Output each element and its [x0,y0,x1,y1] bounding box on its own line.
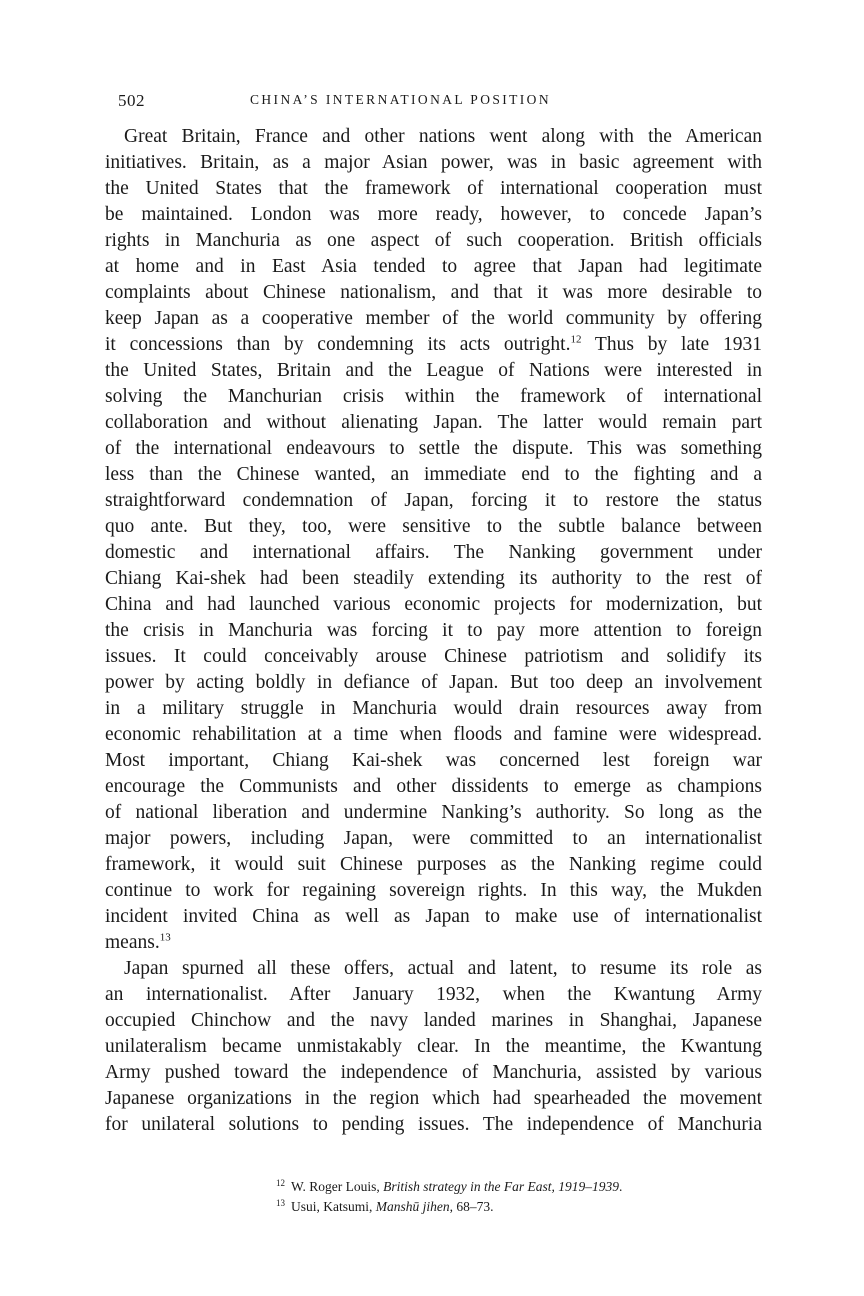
text-line: continue to work for regaining sovereign rights. In this way, the Mukden [105,880,762,901]
text-line: of the international endeavours to settle the dispute. This was something [105,438,762,459]
text-line: in a military struggle in Manchuria would drain resources away from [105,698,762,719]
text-line: for unilateral solutions to pending issues. The independence of Manchuria [105,1114,762,1135]
running-title: CHINA’S INTERNATIONAL POSITION [250,92,551,107]
footnote-ref-12[interactable]: 12 [570,333,582,346]
text-line: Japan spurned all these offers, actual and latent, to resume its role as [124,958,762,979]
text-line: Chiang Kai-shek had been steadily extending its authority to the rest of [105,568,762,589]
running-head [118,91,768,115]
text-line: the crisis in Manchuria was forcing it to pay more attention to foreign [105,620,762,641]
text-line: be maintained. London was more ready, however, to concede Japan’s [105,204,762,225]
footnote-author: Usui, Katsumi, [291,1199,373,1214]
body-text [105,124,762,1138]
line-segment: means. [105,932,160,953]
text-line: complaints about Chinese nationalism, and that it was more desirable to [105,282,762,303]
text-line: Great Britain, France and other nations went along with the American [124,126,762,147]
text-line [105,930,762,956]
text-line: power by acting boldly in defiance of Japan. But too deep an involvement [105,672,762,693]
footnote-author: W. Roger Louis, [291,1179,380,1194]
text-line: domestic and international affairs. The Nanking government under [105,542,762,563]
text-line: economic rehabilitation at a time when floods and famine were widespread. [105,724,762,745]
text-line: the United States, Britain and the League of Nations were interested in [105,360,762,381]
footnote-12 [276,1177,756,1197]
text-line: rights in Manchuria as one aspect of such cooperation. British officials [105,230,762,251]
page-number: 502 [118,91,145,110]
text-line: quo ante. But they, too, were sensitive to the subtle balance between [105,516,762,537]
text-line: Army pushed toward the independence of Manchuria, assisted by various [105,1062,762,1083]
text-line: Most important, Chiang Kai-shek was concerned lest foreign war [105,750,762,771]
text-line: unilateralism became unmistakably clear. In the meantime, the Kwantung [105,1036,762,1057]
text-line: framework, it would suit Chinese purposes as the Nanking regime could [105,854,762,875]
line-segment: it concessions than by condemning its acts outright. [105,334,571,355]
text-line: initiatives. Britain, as a major Asian power, was in basic agreement with [105,152,762,173]
footnote-tail: , 68–73. [449,1199,494,1214]
text-line: China and had launched various economic projects for modernization, but [105,594,762,615]
text-line: collaboration and without alienating Japan. The latter would remain part [105,412,762,433]
text-line [105,332,762,358]
text-line: Japanese organizations in the region which had spearheaded the movement [105,1088,762,1109]
footnotes [276,1177,756,1217]
footnote-tail: . [619,1179,623,1194]
text-line: straightforward condemnation of Japan, forcing it to restore the status [105,490,762,511]
text-line: an internationalist. After January 1932, when the Kwantung Army [105,984,762,1005]
text-line: major powers, including Japan, were committed to an internationalist [105,828,762,849]
text-line: encourage the Communists and other dissidents to emerge as champions [105,776,762,797]
footnote-13 [276,1197,756,1217]
footnote-number: 12 [276,1177,285,1188]
text-line: at home and in East Asia tended to agree that Japan had legitimate [105,256,762,277]
line-segment: Thus by late 1931 [581,334,762,355]
text-line: issues. It could conceivably arouse Chinese patriotism and solidify its [105,646,762,667]
text-line: solving the Manchurian crisis within the framework of international [105,386,762,407]
text-line: less than the Chinese wanted, an immediate end to the fighting and a [105,464,762,485]
footnote-title: Manshū jihen [375,1199,450,1214]
text-line: of national liberation and undermine Nanking’s authority. So long as the [105,802,762,823]
text-line: incident invited China as well as Japan to make use of internationalist [105,906,762,927]
footnote-title: British strategy in the Far East, 1919–1939 [383,1179,619,1194]
footnote-number: 13 [276,1197,285,1208]
text-line: keep Japan as a cooperative member of the world community by offering [105,308,762,329]
text-line: the United States that the framework of international cooperation must [105,178,762,199]
text-line: occupied Chinchow and the navy landed marines in Shanghai, Japanese [105,1010,762,1031]
footnote-ref-13[interactable]: 13 [159,931,171,944]
